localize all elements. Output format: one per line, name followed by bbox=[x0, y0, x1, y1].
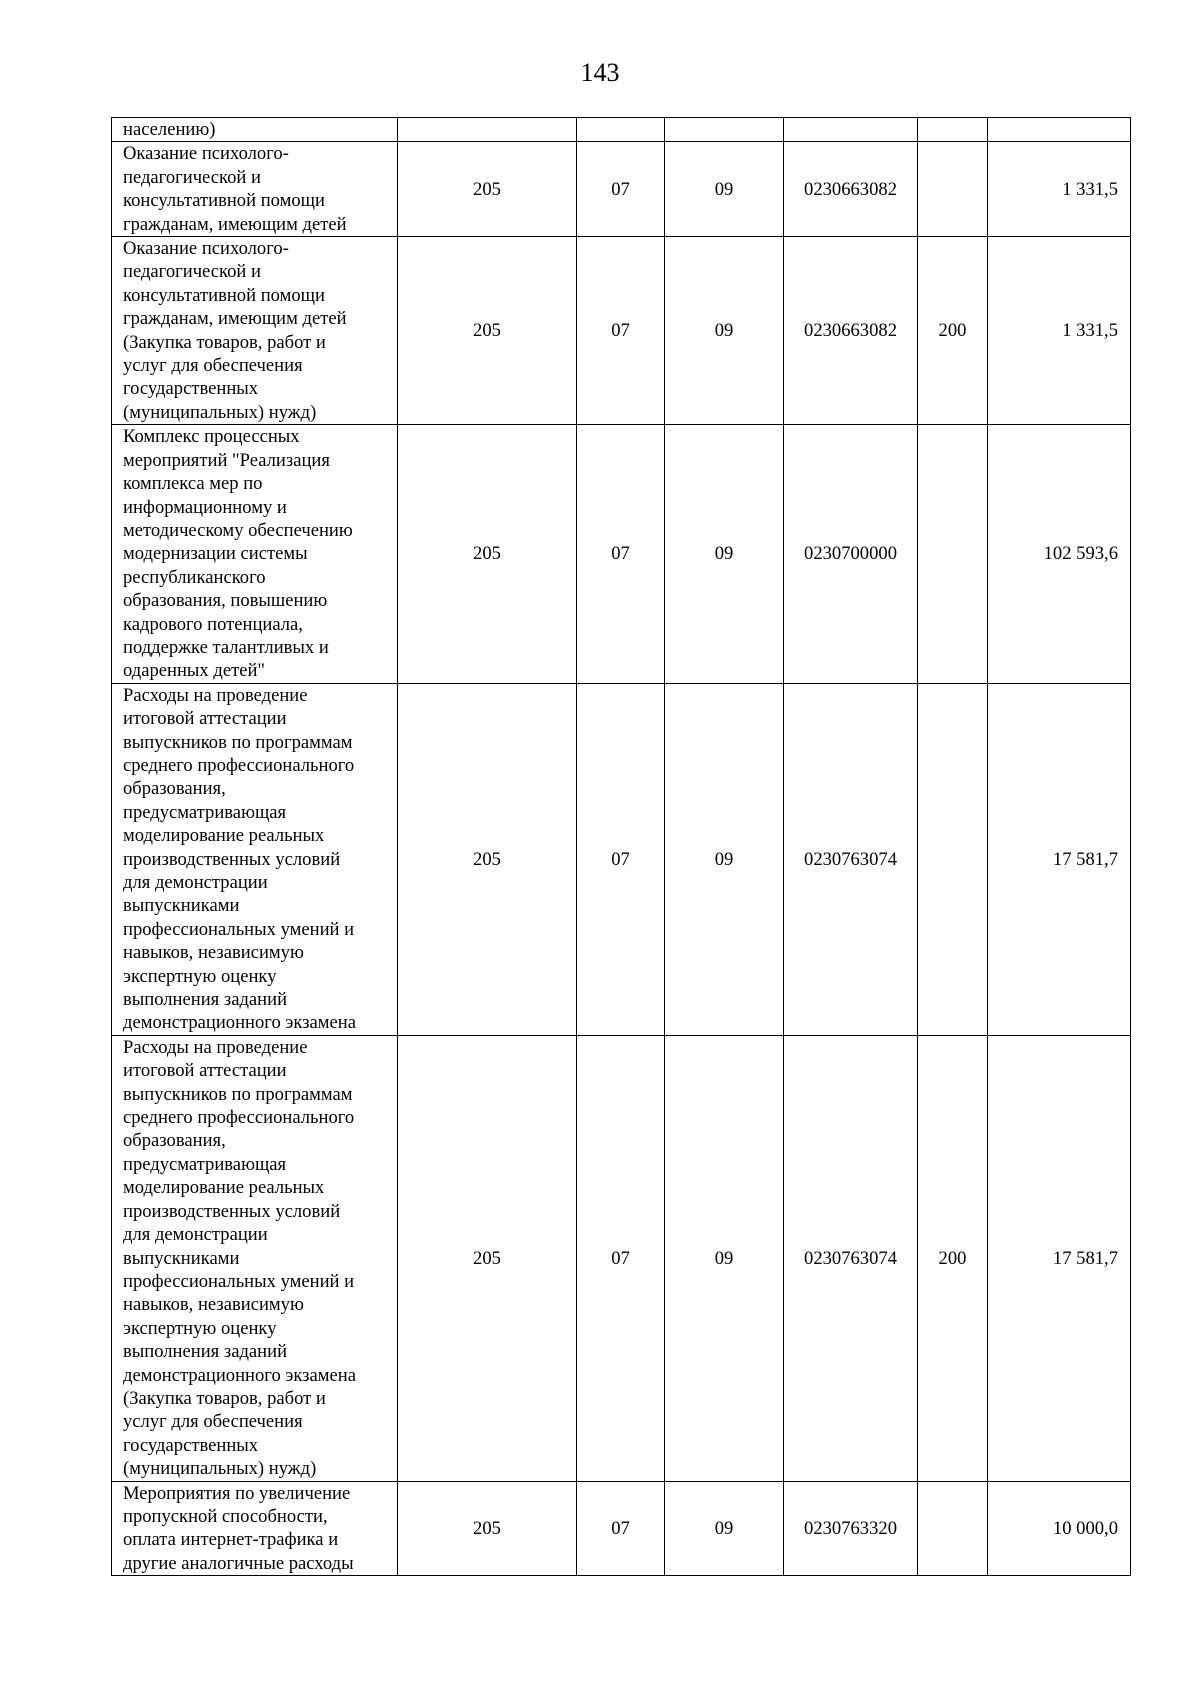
item-name-line: Оказание психолого- bbox=[123, 143, 289, 165]
item-name-line: консультативной помощи bbox=[123, 284, 325, 306]
amount-cell: 1 331,5 bbox=[988, 142, 1131, 237]
item-name-line: пропускной способности, bbox=[123, 1505, 328, 1527]
item-name-line: экспертную оценку bbox=[123, 965, 277, 987]
item-name-line: республиканского bbox=[123, 566, 266, 588]
item-name-line: (Закупка товаров, работ и bbox=[123, 1387, 326, 1409]
budget-table-body bbox=[112, 118, 1131, 1576]
item-name-line: профессиональных умений и bbox=[123, 1270, 355, 1292]
target-article-cell: 0230663082 bbox=[784, 142, 918, 237]
item-name-line: итоговой аттестации bbox=[123, 1060, 287, 1082]
item-name-line: населению) bbox=[123, 119, 216, 140]
table-row bbox=[112, 1481, 1131, 1576]
item-name-line: оплата интернет-трафика и bbox=[123, 1529, 339, 1551]
item-name-line: услуг для обеспечения bbox=[123, 1411, 303, 1433]
item-name-cell bbox=[112, 1035, 398, 1481]
item-name-line: выполнения заданий bbox=[123, 1341, 288, 1363]
table-row bbox=[112, 425, 1131, 683]
item-name-line: среднего профессионального bbox=[123, 1107, 355, 1129]
subsection-code-cell: 09 bbox=[665, 1481, 784, 1576]
item-name-line: одаренных детей" bbox=[123, 660, 265, 682]
expense-type-cell bbox=[918, 425, 988, 683]
budget-table bbox=[111, 117, 1131, 1576]
item-name-line: услуг для обеспечения bbox=[123, 355, 303, 377]
item-name-line: среднего профессионального bbox=[123, 754, 355, 776]
item-name-line: образования, повышению bbox=[123, 590, 328, 612]
item-name-line: государственных bbox=[123, 378, 259, 400]
table-row bbox=[112, 237, 1131, 425]
item-name-line: выпускниками bbox=[123, 1247, 240, 1269]
section-code-cell: 07 bbox=[577, 1481, 665, 1576]
table-row bbox=[112, 142, 1131, 237]
item-name-cell bbox=[112, 142, 398, 237]
admin-code-cell: 205 bbox=[398, 683, 577, 1035]
item-name-line: гражданам, имеющим детей bbox=[123, 308, 347, 330]
expense-type-cell: 200 bbox=[918, 1035, 988, 1481]
item-name-line: Расходы на проведение bbox=[123, 1036, 308, 1058]
item-name-line: государственных bbox=[123, 1434, 259, 1456]
item-name-line: поддержке талантливых и bbox=[123, 636, 329, 658]
item-name-line: (муниципальных) нужд) bbox=[123, 401, 317, 423]
item-name-line: другие аналогичные расходы bbox=[123, 1552, 354, 1574]
amount-cell: 17 581,7 bbox=[988, 683, 1131, 1035]
item-name-line: кадрового потенциала, bbox=[123, 613, 303, 635]
subsection-code-cell bbox=[665, 118, 784, 142]
item-name-line: выпускников по программам bbox=[123, 731, 353, 753]
section-code-cell: 07 bbox=[577, 683, 665, 1035]
item-name-line: Оказание психолого- bbox=[123, 238, 289, 260]
amount-cell: 102 593,6 bbox=[988, 425, 1131, 683]
item-name-line: выпускников по программам bbox=[123, 1083, 353, 1105]
amount-cell: 10 000,0 bbox=[988, 1481, 1131, 1576]
item-name-line: информационному и bbox=[123, 496, 287, 518]
subsection-code-cell: 09 bbox=[665, 1035, 784, 1481]
item-name-line: производственных условий bbox=[123, 848, 341, 870]
target-article-cell: 0230700000 bbox=[784, 425, 918, 683]
admin-code-cell: 205 bbox=[398, 1481, 577, 1576]
item-name-line: профессиональных умений и bbox=[123, 918, 355, 940]
expense-type-cell bbox=[918, 1481, 988, 1576]
page-number: 143 bbox=[580, 58, 620, 87]
expense-type-cell bbox=[918, 118, 988, 142]
item-name-line: Мероприятия по увеличение bbox=[123, 1482, 351, 1504]
subsection-code-cell: 09 bbox=[665, 425, 784, 683]
subsection-code-cell: 09 bbox=[665, 237, 784, 425]
admin-code-cell: 205 bbox=[398, 1035, 577, 1481]
item-name-line: предусматривающая bbox=[123, 801, 287, 823]
item-name-line: предусматривающая bbox=[123, 1153, 287, 1175]
item-name-line: итоговой аттестации bbox=[123, 708, 287, 730]
item-name-line: Расходы на проведение bbox=[123, 684, 308, 706]
section-code-cell: 07 bbox=[577, 425, 665, 683]
item-name-line: (муниципальных) нужд) bbox=[123, 1458, 317, 1480]
admin-code-cell: 205 bbox=[398, 425, 577, 683]
item-name-line: мероприятий "Реализация bbox=[123, 449, 330, 471]
admin-code-cell bbox=[398, 118, 577, 142]
item-name-cell bbox=[112, 425, 398, 683]
item-name-line: образования, bbox=[123, 778, 226, 800]
subsection-code-cell: 09 bbox=[665, 142, 784, 237]
subsection-code-cell: 09 bbox=[665, 683, 784, 1035]
section-code-cell: 07 bbox=[577, 142, 665, 237]
item-name-line: консультативной помощи bbox=[123, 190, 325, 212]
target-article-cell: 0230663082 bbox=[784, 237, 918, 425]
item-name-line: педагогической и bbox=[123, 261, 261, 283]
item-name-line: комплекса мер по bbox=[123, 473, 263, 495]
item-name-cell bbox=[112, 118, 398, 142]
target-article-cell: 0230763074 bbox=[784, 683, 918, 1035]
table-row bbox=[112, 683, 1131, 1035]
item-name-line: выпускниками bbox=[123, 895, 240, 917]
section-code-cell: 07 bbox=[577, 237, 665, 425]
target-article-cell: 0230763074 bbox=[784, 1035, 918, 1481]
target-article-cell: 0230763320 bbox=[784, 1481, 918, 1576]
expense-type-cell: 200 bbox=[918, 237, 988, 425]
item-name-line: демонстрационного экзамена bbox=[123, 1364, 356, 1386]
item-name-line: гражданам, имеющим детей bbox=[123, 213, 347, 235]
item-name-line: образования, bbox=[123, 1130, 226, 1152]
item-name-line: выполнения заданий bbox=[123, 989, 288, 1011]
admin-code-cell: 205 bbox=[398, 237, 577, 425]
section-code-cell bbox=[577, 118, 665, 142]
expense-type-cell bbox=[918, 142, 988, 237]
item-name-line: экспертную оценку bbox=[123, 1317, 277, 1339]
item-name-cell bbox=[112, 683, 398, 1035]
item-name-line: для демонстрации bbox=[123, 872, 268, 893]
section-code-cell: 07 bbox=[577, 1035, 665, 1481]
item-name-line: демонстрационного экзамена bbox=[123, 1012, 356, 1034]
item-name-line: модернизации системы bbox=[123, 543, 308, 565]
table-row bbox=[112, 1035, 1131, 1481]
amount-cell bbox=[988, 118, 1131, 142]
admin-code-cell: 205 bbox=[398, 142, 577, 237]
item-name-cell bbox=[112, 237, 398, 425]
item-name-line: производственных условий bbox=[123, 1200, 341, 1222]
item-name-line: методическому обеспечению bbox=[123, 519, 353, 541]
target-article-cell bbox=[784, 118, 918, 142]
item-name-line: навыков, независимую bbox=[123, 1294, 304, 1316]
item-name-line: для демонстрации bbox=[123, 1224, 268, 1246]
item-name-line: моделирование реальных bbox=[123, 825, 325, 847]
item-name-line: навыков, независимую bbox=[123, 942, 304, 964]
expense-type-cell bbox=[918, 683, 988, 1035]
item-name-line: педагогической и bbox=[123, 166, 261, 188]
item-name-line: моделирование реальных bbox=[123, 1177, 325, 1199]
table-row bbox=[112, 118, 1131, 142]
item-name-line: Комплекс процессных bbox=[123, 426, 300, 448]
amount-cell: 1 331,5 bbox=[988, 237, 1131, 425]
item-name-line: (Закупка товаров, работ и bbox=[123, 331, 326, 353]
item-name-cell bbox=[112, 1481, 398, 1576]
amount-cell: 17 581,7 bbox=[988, 1035, 1131, 1481]
